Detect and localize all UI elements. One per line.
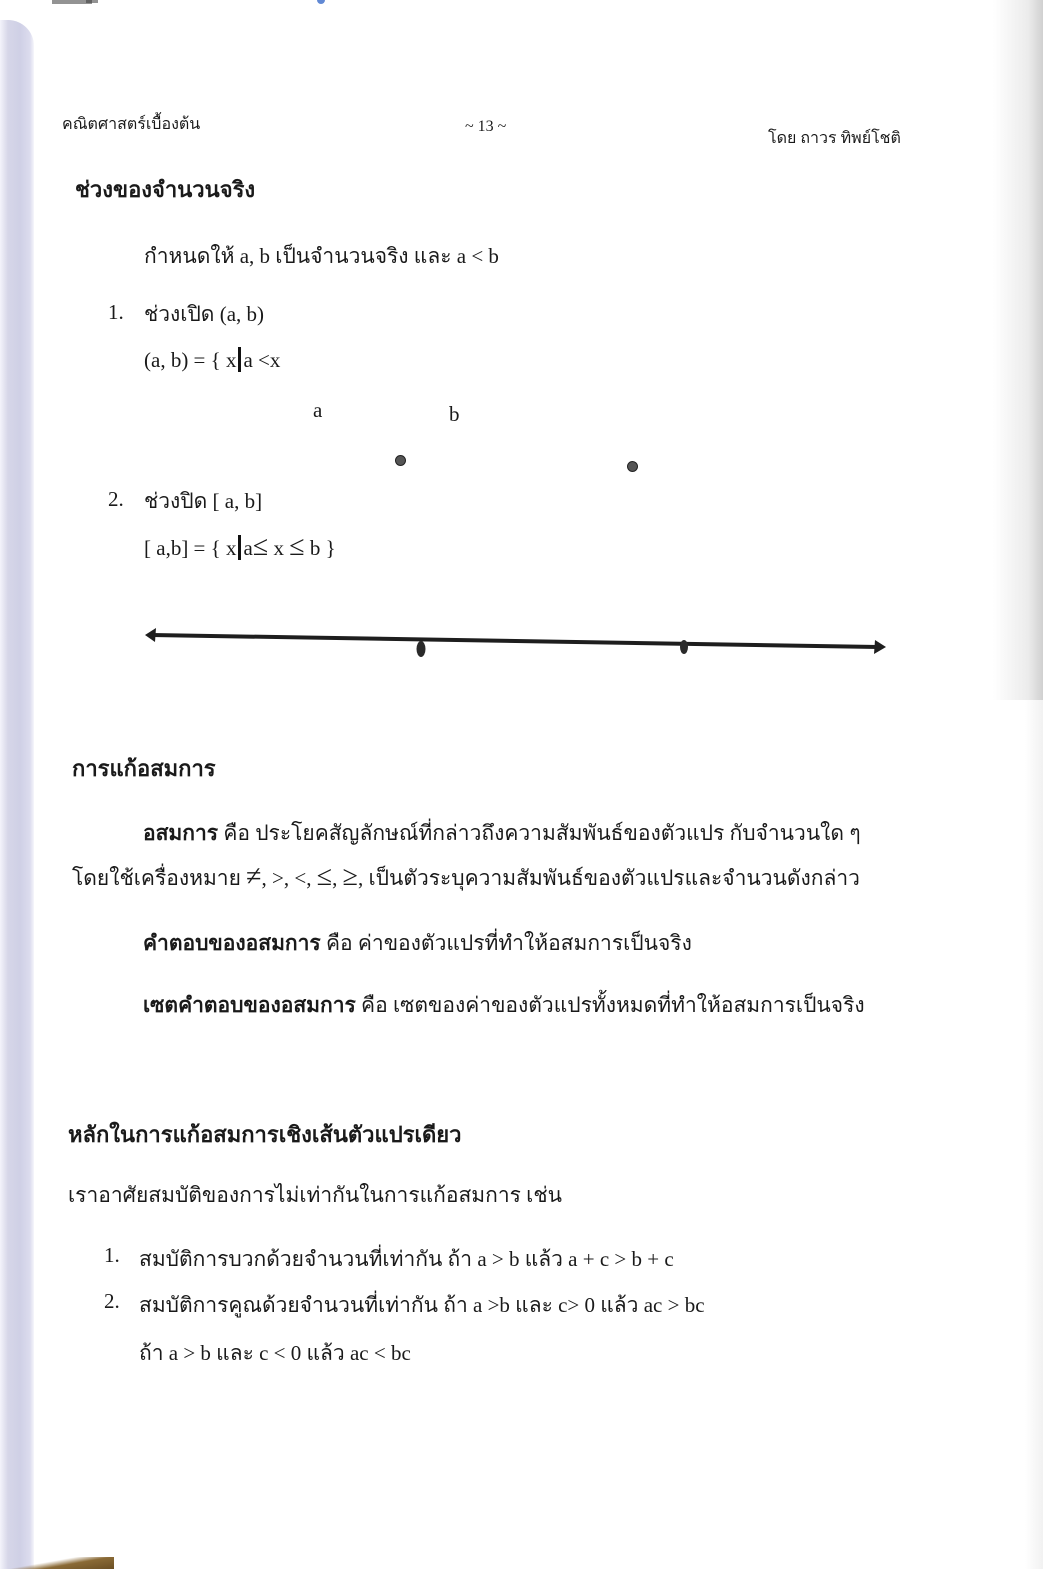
separator: , — [332, 866, 343, 890]
header-author: โดย ถาวร ทิพย์โชติ — [768, 130, 901, 147]
header-book-title: คณิตศาสตร์เบื้องต้น — [62, 116, 201, 133]
le-symbol: ≤ — [252, 531, 269, 562]
point-label-a: a — [313, 398, 323, 422]
answer-definition — [143, 927, 692, 960]
le-symbol: ≤ — [316, 861, 333, 892]
principle-1-text: สมบัติการบวกด้วยจำนวนที่เท่ากัน ถ้า a > b แล้ว a + c > b + c — [139, 1247, 674, 1271]
open-interval-title: ช่วงเปิด (a, b) — [144, 302, 265, 326]
definition-text: คือ ประโยคสัญลักษณ์ที่กล่าวถึงความสัมพันธ์ของตัวแปร กับจำนวนใด ๆ — [218, 821, 861, 845]
definition-lhs: [ a,b] = { x — [144, 536, 237, 560]
term-solution-set: เซตคำตอบของอสมการ — [143, 993, 356, 1017]
var-x: x — [268, 536, 290, 560]
principle-2-number: 2. — [104, 1289, 120, 1313]
solution-set-definition — [143, 989, 865, 1022]
inequality-symbols-line — [72, 862, 860, 895]
symbols-intro: โดยใช้เครื่องหมาย — [72, 866, 247, 890]
definition-condition: a <x — [243, 348, 281, 372]
var-a: a — [243, 536, 253, 560]
term-answer: คำตอบของอสมการ — [143, 931, 321, 955]
ge-symbol: ≥ — [342, 861, 358, 892]
open-interval-number: 1. — [108, 300, 124, 324]
inequality-definition — [143, 817, 861, 850]
solution-set-text: คือ เซตของค่าของตัวแปรทั้งหมดที่ทำให้อสมการเป็นจริง — [355, 993, 865, 1017]
header-page-number: ~ 13 ~ — [465, 118, 507, 135]
closed-interval-number: 2. — [108, 487, 124, 511]
section-title-principles: หลักในการแก้อสมการเชิงเส้นตัวแปรเดียว — [68, 1122, 462, 1147]
section-title-intervals: ช่วงของจำนวนจริง — [75, 177, 256, 202]
point-label-b: b — [449, 402, 460, 426]
definition-lhs: (a, b) = { x — [144, 348, 237, 372]
section-title-solving: การแก้อสมการ — [72, 756, 216, 781]
answer-text: คือ ค่าของตัวแปรที่ทำให้อสมการเป็นจริง — [320, 931, 692, 955]
neq-symbol: ≠ — [246, 861, 262, 892]
le-symbol: ≤ — [289, 531, 305, 562]
closed-interval-title: ช่วงปิด [ a, b] — [144, 489, 263, 513]
intervals-intro: กำหนดให้ a, b เป็นจำนวนจริง และ a < b — [144, 244, 499, 268]
principle-2-text: สมบัติการคูณด้วยจำนวนที่เท่ากัน ถ้า a >b และ c> 0 แล้ว ac > bc — [139, 1293, 705, 1317]
principles-intro: เราอาศัยสมบัติของการไม่เท่ากันในการแก้อสมการ เช่น — [68, 1183, 562, 1207]
definition-end: b } — [304, 536, 336, 560]
symbols-description: , เป็นตัวระบุความสัมพันธ์ของตัวแปรและจำนวนดังกล่าว — [357, 866, 860, 890]
principle-1-number: 1. — [104, 1243, 120, 1267]
gt-lt-symbols: , >, <, — [261, 866, 317, 890]
principle-2-continuation: ถ้า a > b และ c < 0 แล้ว ac < bc — [139, 1341, 411, 1365]
term-inequality: อสมการ — [143, 821, 219, 845]
